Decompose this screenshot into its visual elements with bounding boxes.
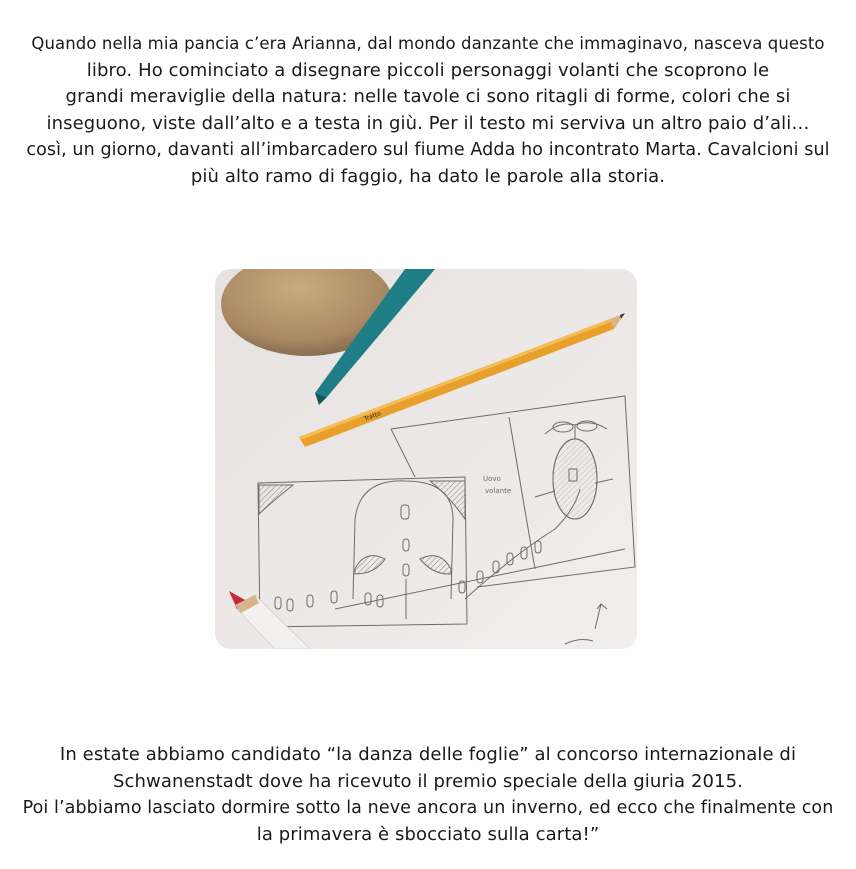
closing-line-2: Schwanenstadt dove ha ricevuto il premio speciale della giuria 2015. — [113, 770, 743, 792]
closing-line-1: In estate abbiamo candidato “la danza delle foglie” al concorso internazionale di — [59, 744, 797, 765]
pencil-imprint: Tratto — [363, 410, 382, 423]
sketch-photo — [215, 269, 637, 649]
sketch-note-line2: volante — [485, 487, 512, 495]
intro-line-2: libro. Ho cominciato a disegnare piccoli personaggi volanti che scoprono le — [86, 59, 770, 81]
sketch-photo-illustration — [215, 269, 637, 649]
intro-line-3: grandi meraviglie della natura: nelle tavole ci sono ritagli di forme, colori che si — [65, 86, 791, 107]
sketch-note-line1: Uovo — [483, 475, 501, 483]
intro-line-5: così, un giorno, davanti all’imbarcadero sul fiume Adda ho incontrato Marta. Cavalcioni sul — [26, 140, 830, 160]
intro-line-6: più alto ramo di faggio, ha dato le parole alla storia. — [190, 165, 666, 187]
closing-paragraph — [20, 742, 836, 848]
intro-line-1: Quando nella mia pancia c’era Arianna, dal mondo danzante che immaginavo, nasceva questo — [31, 34, 825, 53]
closing-line-3: Poi l’abbiamo lasciato dormire sotto la neve ancora un inverno, ed ecco che finalmente con — [22, 798, 834, 818]
intro-paragraph — [20, 31, 836, 190]
intro-line-4: inseguono, viste dall’alto e a testa in giù. Per il testo mi serviva un altro paio d’ali… — [46, 112, 810, 134]
closing-line-4: la primavera è sbocciato sulla carta!” — [256, 823, 600, 845]
